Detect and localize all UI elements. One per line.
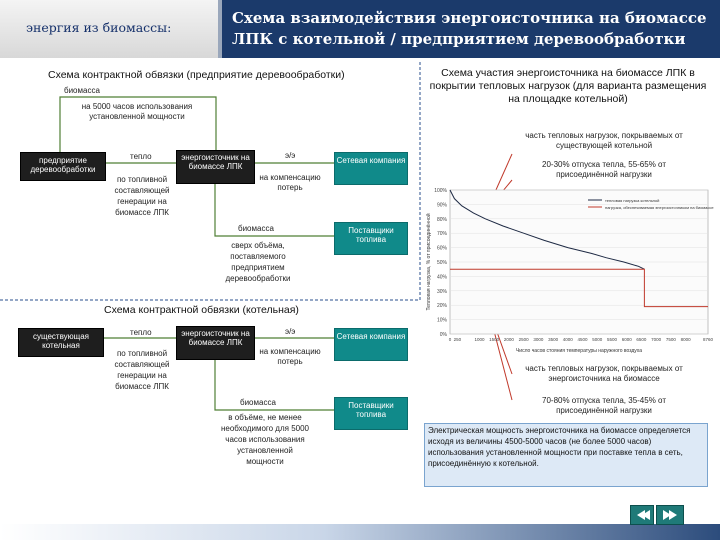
y-tick-label: 0%	[439, 332, 447, 338]
scheme2-source-box: энергоисточник на биомассе ЛПК	[176, 326, 255, 360]
x-tick-label: 5500	[606, 337, 617, 342]
scheme1-title: Схема контрактной обвязки (предприятие деревообработки)	[48, 69, 345, 81]
existing-part-label: часть тепловых нагрузок, покрываемых от существующей котельной	[525, 131, 683, 150]
power-note: Электрическая мощность энергоисточника на биомассе определяется исходя из величины 4500-5000 часов (не более 5000 часов) использования установленной мощности при поставке тепла в сеть, присоединённую к котельной.	[424, 423, 708, 487]
scheme1-heat-label: тепло	[130, 152, 152, 161]
x-tick-label: 7500	[665, 337, 676, 342]
y-tick-label: 70%	[436, 231, 447, 238]
scheme1-biomass2: биомасса	[238, 224, 274, 233]
scheme2-volume-note: в объёме, не менее необходимого для 5000 часов использования установленной мощности	[220, 413, 309, 466]
x-tick-label: 6000	[621, 337, 632, 342]
scheme1-grid-box: Сетевая компания	[334, 152, 408, 185]
scheme1-ee-label: э/э	[285, 151, 296, 160]
x-tick-label: 8000	[680, 337, 691, 342]
scheme1-hours-note: на 5000 часов использования установленной мощности	[81, 102, 193, 121]
legend-label: тепловая нагрузка котельной	[605, 198, 660, 203]
scheme2-compensation: на компенсацию потерь	[259, 347, 321, 366]
x-tick-label: 6500	[636, 337, 647, 342]
biomass-part-label: часть тепловых нагрузок, покрываемых от энергоисточника на биомассе	[525, 364, 683, 383]
right-title: Схема участия энергоисточника на биомассе ЛПК в покрытии тепловых нагрузок (для варианта размещения на площадке котельной)	[429, 67, 707, 105]
scheme1-source-box: энергоисточник на биомассе ЛПК	[176, 150, 255, 184]
x-tick-label: 8760	[702, 337, 714, 342]
header-subtitle: энергия из биомассы:	[26, 20, 172, 35]
enterprise-box: предприятие деревообработки	[20, 152, 106, 181]
x-tick-label: 3000	[533, 337, 544, 342]
y-tick-label: 20%	[436, 303, 447, 310]
scheme2-biomass: биомасса	[240, 398, 276, 407]
prev-slide-button[interactable]	[630, 505, 654, 525]
scheme2-grid-box: Сетевая компания	[334, 328, 408, 361]
x-tick-label: 4000	[562, 337, 573, 342]
fast-forward-icon	[657, 506, 683, 524]
y-tick-label: 80%	[436, 216, 447, 223]
rewind-icon	[631, 506, 653, 524]
scheme1-compensation: на компенсацию потерь	[259, 173, 321, 192]
scheme1-suppliers-box: Поставщики топлива	[334, 222, 408, 255]
scheme2-suppliers-box: Поставщики топлива	[334, 397, 408, 430]
title-line-1: Схема взаимодействия энергоисточника на биомассе	[232, 9, 707, 27]
scheme1-extra-note: сверх объёма, поставляемого предприятием деревообработки	[225, 241, 291, 283]
load-duration-chart	[424, 184, 714, 356]
y-tick-label: 90%	[436, 202, 447, 209]
y-tick-label: 60%	[436, 245, 447, 252]
x-tick-label: 1500	[489, 337, 500, 342]
scheme2-ee-label: э/э	[285, 327, 296, 336]
y-tick-label: 50%	[436, 260, 447, 266]
x-tick-label: 4500	[577, 337, 588, 342]
footer-band	[0, 524, 720, 540]
x-axis-label: Число часов стояния температуры наружного воздуха	[515, 348, 643, 354]
x-tick-label: 7000	[651, 337, 662, 342]
y-tick-label: 40%	[436, 274, 447, 281]
next-slide-button[interactable]	[656, 505, 684, 525]
title-line-2: ЛПК с котельной / предприятием деревообработки	[232, 30, 686, 48]
y-tick-label: 30%	[436, 288, 447, 295]
x-tick-label: 250	[453, 337, 462, 342]
y-axis-label: Тепловая нагрузка, % от присоединённой	[426, 213, 432, 311]
scheme1-tariff-note: по топливной составляющей генерации на биомассе ЛПК	[114, 175, 170, 217]
x-tick-label: 2500	[518, 337, 529, 342]
y-tick-label: 10%	[436, 317, 447, 324]
scheme2-heat-label: тепло	[130, 328, 152, 337]
x-tick-label: 2000	[503, 337, 514, 342]
x-tick-label: 5000	[592, 337, 603, 342]
x-tick-label: 0	[448, 337, 452, 342]
scheme1-biomass-label: биомасса	[64, 86, 100, 95]
x-tick-label: 3500	[548, 337, 559, 342]
existing-part-pct: 20-30% отпуска тепла, 55-65% от присоединённой нагрузки	[542, 160, 666, 179]
legend-label: нагрузка, обеспечиваемая энергоисточником на биомассе	[605, 205, 714, 210]
x-tick-label: 1000	[474, 337, 485, 342]
scheme2-title: Схема контрактной обвязки (котельная)	[104, 304, 299, 316]
scheme2-tariff-note: по топливной составляющей генерации на биомассе ЛПК	[114, 349, 170, 391]
boiler-box: существующая котельная	[18, 328, 104, 357]
y-tick-label: 100%	[434, 188, 447, 194]
biomass-part-pct: 70-80% отпуска тепла, 35-45% от присоединённой нагрузки	[542, 396, 666, 415]
